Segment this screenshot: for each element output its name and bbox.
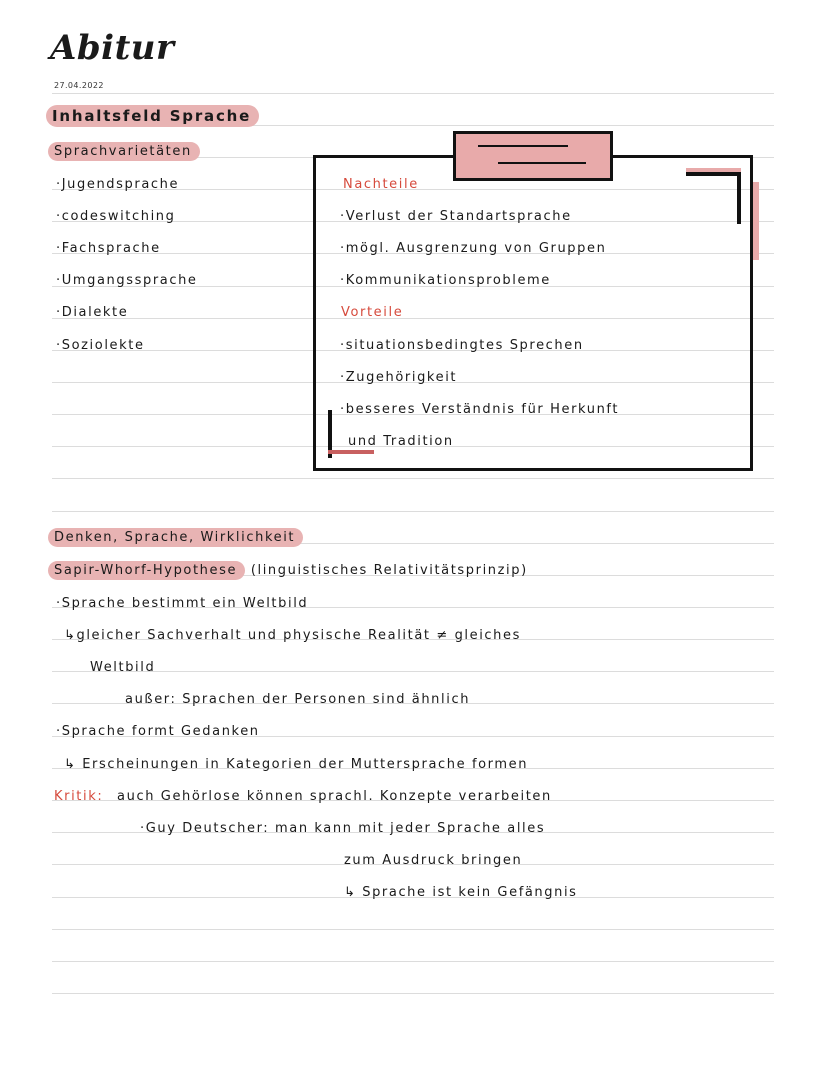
list-item: ·Jugendsprache — [56, 177, 180, 192]
note-line: außer: Sprachen der Personen sind ähnlich — [125, 692, 471, 707]
list-item: und Tradition — [348, 434, 454, 449]
box-corner-top-right-vertical — [737, 172, 741, 224]
box-accent-pink — [752, 182, 759, 260]
nachteile-label: Nachteile — [343, 177, 419, 192]
list-item: ·Dialekte — [56, 305, 129, 320]
list-item: ·mögl. Ausgrenzung von Gruppen — [340, 241, 607, 256]
list-item: ·besseres Verständnis für Herkunft — [340, 402, 620, 417]
subheading-sprachvarietaeten: Sprachvarietäten — [48, 144, 200, 160]
list-item: ·Zugehörigkeit — [340, 370, 458, 385]
note-line: zum Ausdruck bringen — [344, 853, 523, 868]
note-line: ·Guy Deutscher: man kann mit jeder Sprache alles — [140, 821, 546, 836]
note-line: ↳ Sprache ist kein Gefängnis — [344, 885, 578, 900]
list-item: ·Umgangssprache — [56, 273, 198, 288]
list-item: ·Fachsprache — [56, 241, 161, 256]
hypothesis-title: Sapir-Whorf-Hypothese — [48, 561, 245, 580]
list-item: ·Soziolekte — [56, 338, 145, 353]
list-item: ·situationsbedingtes Sprechen — [340, 338, 584, 353]
list-item: ·Kommunikationsprobleme — [340, 273, 551, 288]
kritik-text: auch Gehörlose können sprachl. Konzepte verarbeiten — [117, 789, 552, 804]
page-title: Abitur — [50, 28, 175, 68]
list-item: ·codeswitching — [56, 209, 176, 224]
note-line: Weltbild — [90, 660, 156, 675]
tape-decoration — [453, 131, 613, 181]
hypothesis-note: (linguistisches Relativitätsprinzip) — [250, 563, 528, 578]
note-line: ·Sprache bestimmt ein Weltbild — [56, 596, 309, 611]
note-line: ·Sprache formt Gedanken — [56, 724, 260, 739]
vorteile-label: Vorteile — [341, 305, 404, 320]
box-corner-top-right — [686, 172, 741, 176]
note-line: ↳gleicher Sachverhalt und physische Realität ≠ gleiches — [64, 628, 521, 643]
kritik-label: Kritik: — [54, 789, 104, 804]
box-corner-bottom-left-accent — [328, 450, 374, 454]
section-heading-inhaltsfeld: Inhaltsfeld Sprache — [46, 108, 259, 126]
kritik-line — [54, 789, 552, 805]
list-item: ·Verlust der Standartsprache — [340, 209, 572, 224]
note-line: ↳ Erscheinungen in Kategorien der Muttersprache formen — [64, 757, 529, 772]
hypothesis-line — [48, 563, 528, 579]
section-heading-denken: Denken, Sprache, Wirklichkeit — [48, 530, 303, 546]
page-date: 27.04.2022 — [54, 81, 104, 90]
